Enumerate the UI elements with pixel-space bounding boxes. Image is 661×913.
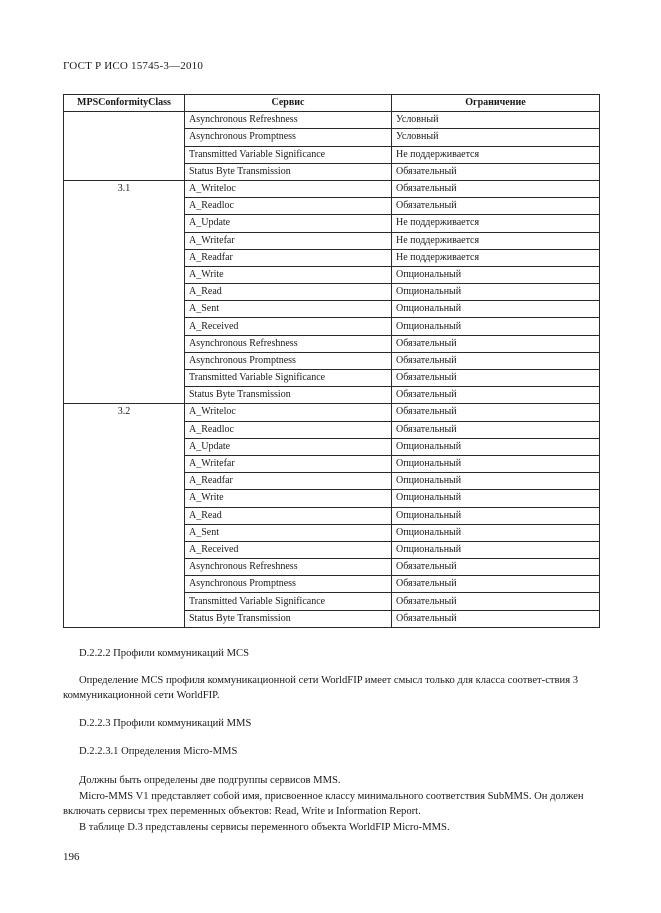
cell-restriction: Обязательный [392, 610, 600, 627]
cell-restriction: Обязательный [392, 163, 600, 180]
cell-restriction: Не поддерживается [392, 215, 600, 232]
cell-service: A_Read [185, 284, 392, 301]
cell-restriction: Обязательный [392, 198, 600, 215]
cell-conformity-class: 3.1 [64, 180, 185, 403]
cell-conformity-class: 3.2 [64, 404, 185, 627]
cell-restriction: Опциональный [392, 541, 600, 558]
cell-service: A_Readfar [185, 249, 392, 266]
cell-service: Transmitted Variable Significance [185, 370, 392, 387]
cell-service: Status Byte Transmission [185, 163, 392, 180]
cell-restriction: Обязательный [392, 180, 600, 197]
cell-service: A_Writeloc [185, 404, 392, 421]
cell-service: Asynchronous Refreshness [185, 335, 392, 352]
cell-restriction: Опциональный [392, 490, 600, 507]
services-table [63, 94, 600, 628]
cell-service: Asynchronous Promptness [185, 129, 392, 146]
cell-restriction: Обязательный [392, 559, 600, 576]
section-heading-mms: D.2.2.3 Профили коммуникаций MMS [79, 718, 252, 729]
paragraph-table-reference: В таблице D.3 представлены сервисы переменного объекта WorldFIP Micro-MMS. [79, 822, 450, 833]
cell-service: A_Sent [185, 301, 392, 318]
column-header-class: MPSConformityClass [64, 95, 185, 112]
cell-service: Asynchronous Promptness [185, 352, 392, 369]
paragraph-micro-mms-v1: Micro-MMS V1 представляет собой имя, присвоенное классу минимального соответствия SubMMS. Он должен включать сервисы трех переменных объектов: Read, Write и Information Report. [63, 791, 584, 817]
cell-service: A_Received [185, 541, 392, 558]
cell-restriction: Обязательный [392, 387, 600, 404]
cell-service: A_Write [185, 266, 392, 283]
cell-service: A_Writefar [185, 232, 392, 249]
cell-restriction: Обязательный [392, 335, 600, 352]
cell-service: A_Readloc [185, 421, 392, 438]
cell-restriction: Опциональный [392, 284, 600, 301]
cell-restriction: Не поддерживается [392, 232, 600, 249]
cell-restriction: Опциональный [392, 473, 600, 490]
cell-restriction: Обязательный [392, 352, 600, 369]
cell-service: Asynchronous Refreshness [185, 559, 392, 576]
cell-restriction: Обязательный [392, 421, 600, 438]
section-heading-mcs: D.2.2.2 Профили коммуникаций MCS [79, 648, 249, 659]
cell-service: A_Read [185, 507, 392, 524]
cell-restriction: Обязательный [392, 576, 600, 593]
cell-service: Transmitted Variable Significance [185, 593, 392, 610]
cell-service: A_Received [185, 318, 392, 335]
cell-service: A_Write [185, 490, 392, 507]
cell-restriction: Не поддерживается [392, 249, 600, 266]
table-header-row [64, 95, 600, 112]
cell-restriction: Обязательный [392, 370, 600, 387]
cell-service: Transmitted Variable Significance [185, 146, 392, 163]
cell-service: A_Readfar [185, 473, 392, 490]
cell-restriction: Условный [392, 112, 600, 129]
cell-service: A_Sent [185, 524, 392, 541]
page-header: ГОСТ Р ИСО 15745-3—2010 [63, 60, 204, 72]
column-header-restriction: Ограничение [392, 95, 600, 112]
cell-restriction: Опциональный [392, 318, 600, 335]
cell-restriction: Опциональный [392, 301, 600, 318]
cell-service: A_Update [185, 215, 392, 232]
cell-service: Asynchronous Promptness [185, 576, 392, 593]
paragraph-subgroups: Должны быть определены две подгруппы сервисов MMS. [79, 775, 341, 786]
cell-service: Status Byte Transmission [185, 387, 392, 404]
cell-restriction: Обязательный [392, 404, 600, 421]
table-row [64, 180, 600, 197]
cell-restriction: Не поддерживается [392, 146, 600, 163]
cell-service: A_Readloc [185, 198, 392, 215]
section-heading-micro-mms: D.2.2.3.1 Определения Micro-MMS [79, 746, 238, 757]
cell-service: Asynchronous Refreshness [185, 112, 392, 129]
cell-restriction: Условный [392, 129, 600, 146]
cell-service: Status Byte Transmission [185, 610, 392, 627]
cell-service: A_Writeloc [185, 180, 392, 197]
table-row [64, 112, 600, 129]
cell-restriction: Опциональный [392, 524, 600, 541]
cell-conformity-class [64, 112, 185, 181]
cell-restriction: Опциональный [392, 507, 600, 524]
cell-restriction: Опциональный [392, 438, 600, 455]
paragraph-mcs-definition: Определение MCS профиля коммуникационной сети WorldFIP имеет смысл только для класса соответ-ствия 3 коммуникационной сети WorldFIP. [63, 675, 579, 701]
cell-restriction: Опциональный [392, 455, 600, 472]
table-row [64, 404, 600, 421]
cell-service: A_Writefar [185, 455, 392, 472]
cell-restriction: Обязательный [392, 593, 600, 610]
cell-restriction: Опциональный [392, 266, 600, 283]
cell-service: A_Update [185, 438, 392, 455]
column-header-service: Сервис [185, 95, 392, 112]
page-number: 196 [63, 851, 80, 863]
